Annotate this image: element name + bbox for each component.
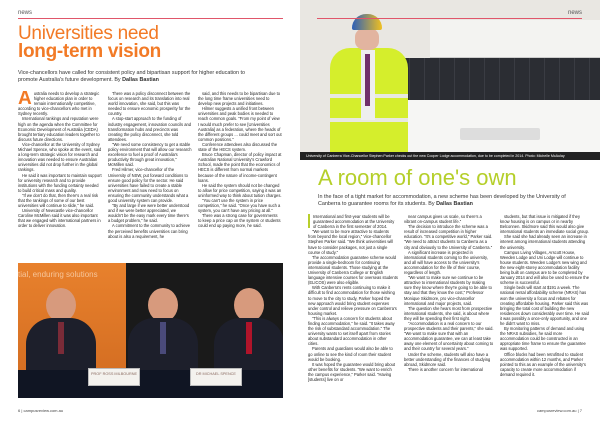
standfirst [18,70,258,84]
headline: A room of one's own [318,165,517,190]
paragraph: It was hoped the guarantee would bring about other benefits for students. "We want to enrich the campus experience," Parker said. "Having [students] live on or [308,361,396,382]
headline-line1: Universities need [18,23,159,44]
byline: Dallas Bastian [436,201,473,207]
nameplate: PROF ROSS MILBOURNE [88,368,140,386]
paragraph: Campus Living Villages, Arscott House, Weeden Lodge and Uni Lodge will continue to house students. Weeden Lodge's new wing and the new eight-storey accommodation facility being built on campus are to be completed by January 2014 and will also be used to ensure the scheme is successful. [500,249,589,286]
byline: Dallas Bastian [122,77,159,83]
kitchen-bench [400,100,600,152]
panel-table [18,370,283,398]
page-footer: campusreview.com.au | 7 [536,408,582,413]
panel-photo [18,263,283,398]
column-3 [500,214,590,402]
paragraph: "Accommodation is a real concern to our prospective students and their parents," she said. "We want to make sure that with an accommodation guarantee, we can at least take away one element of uncertainty about coming to and their country for several years." [404,320,494,352]
paragraph: students, but that issue is mitigated if they know housing is on campus or in nearby Belconnen. Skidmore said this would also give international students an immediate social group. [500,214,589,235]
drop-bar [308,214,310,228]
standfirst-text: In the face of a tight market for accommodation, a new scheme has been developed by the University of Canberra to guarantee rooms for its students. By [318,194,566,207]
paragraph: A commitment to the community to achieve the perceived benefits universities can bring about is also a requirement, he [108,223,191,239]
paragraph: near campus gives us scale, so there's a vibrant on-campus student life." [404,214,482,225]
paragraph: Bruce Chapman, director of policy impact at Australian National University's Crawford School, made the point that the economics of HECS is different from normal markets because of the nature of income-contingent loans. [198,152,282,183]
photo-caption: University of Canberra Vice-Chancellor Stephen Parker checks out the new Cooper Lodge accommodation, due to be completed in 2014. Photo: Michelle McAulay [300,152,600,160]
paragraph: He said it was important to maintain support for university research and to provide institutions with the funding certainty needed to build critical mass and quality. [18,172,102,193]
banner-slogan: tial, enduring solutions [18,270,98,279]
paragraph: "This is always a concern for students about finding accommodation," he said. "It takes away the risk of substandard accommodation." The university wants to set itself apart from stories about substandard accommodation in other cities. [308,315,395,347]
right-page [300,0,600,424]
paragraph: Fred Hilmer, vice-chancellor of the University of NSW, put forward conditions to ensure good policy for the sector. He said universities have failed to create a stable environment and now need to focus on ensuring the community understands what a good university system can provide. [108,167,189,203]
nameplate: DR MICHAEL SPENCE [190,368,242,386]
column-2 [108,91,192,261]
paragraph: International and first-year students will be guaranteed accommodation at the University of Canberra in the first semester of 2014. [313,214,395,230]
paragraph: She said she had already seen an increase in interest among international students attending the university. [500,234,587,250]
paragraph: "We want to be more attractive to students from beyond the local region," Vice-chancellor Stephen Parker said. "We think universities will have to consider packages, not just a single course of study." [308,229,394,255]
column-1 [308,214,398,402]
section-label: news [18,10,33,16]
page-footer: 6 | campusreview.com.au [18,408,64,413]
paragraph: He said the system should not be changed to allow for price competition, saying it was an uninformed way to think about tuition charges. [198,182,282,198]
panelist-1 [26,288,96,378]
paragraph: A stop-start approach to the funding of industry engagement, innovation councils and transformation hubs and precincts was creating the policy disconnect, she told attendees. [108,116,192,142]
article-columns [308,214,590,402]
paragraph: "If we don't do that, then there's a real risk that the rankings of some of our best universities will continue to slide," he said. [18,192,99,209]
paragraph: International rankings and reputation were high on the agenda when the Committee for Economic Development of Australia (CEDA) brought tertiary education leaders together to discuss future directions. [18,116,100,142]
panelist-2 [128,288,198,378]
column-3 [198,91,282,261]
paragraph: The decision to introduce the scheme was a result of increased competition in higher education. "It's a competitive world," Parker said. "We need to attract students to Canberra as a city and obviously to the University of Canberra." [404,224,493,250]
paragraph: Hilmer suggests a unified front between universities and peak bodies is needed to reach common goals. "From my point of view I would much prefer to see [Universities Australia] as a federation, where the heads of the different groups ... could meet and sort out common positions." [198,106,282,142]
paragraph: "By and large if we were better understood and if we were better appreciated, we wouldn't be the easy mark every time there's a budget problem," he said. [108,203,190,224]
article-columns [18,91,282,261]
paragraph: Office blocks had been retrofitted to student accommodation within 12 months, and Parker pointed to this as an example of the university's capacity to create more accommodation if demand required it. [500,351,586,377]
panelist-3 [214,288,283,378]
paragraph: There was a policy disconnect between the focus on research and its translation into real world innovation, she said, but this was needed to ensure economic prosperity for the country. [108,91,191,117]
drop-cap: A [18,91,32,109]
standfirst-text: Vice-chancellors have called for consistent policy and bipartisan support for higher education to promote Australia's future development. By [18,70,246,83]
paragraph: The question she hears most from prospective international students, she said, is about where they will be spending their first night. [404,305,493,321]
paragraph: A significant increase is projected in international students coming to the university, and all will have access to the university's accommodation for the life of their course, regardless of length. [404,249,488,276]
header-rule [317,18,582,19]
paragraph: The accommodation guarantee scheme would provide a single-bedroom for continuing international students. Those studying at the University of Canberra College or English language intensive courses for overseas students (ELICOS) were also eligible. [308,254,398,286]
kitchen-photo [300,0,600,152]
paragraph: ustralia needs to develop a strategic higher education plan in order to remain internationally competitive, according to vice-chancellors who met in Sydney recently. [18,91,100,117]
header-rule [18,18,283,19]
paragraph: There was a strong case for governments to keep a price cap on the system or students could end up paying more, he said. [198,213,281,229]
headline [18,25,161,61]
paragraph: "We want to make sure we continue to be attractive to international students by making sure they know where they're going to be able to stay and that they know the cost," Professor Monique Skidmore, pro vice-chancellor international and major projects, said. [404,275,492,306]
paragraph: With Canberra's rents continuing to make it difficult to find accommodation for those wishing to move to the city to study, Parker hoped the new approach would bring student expenses under control and relieve pressure on Canberra's housing market. [308,285,397,316]
column-2 [404,214,494,402]
dining-table [460,128,540,140]
paragraph: There is another concern for international [408,366,483,372]
cabinets [430,20,600,58]
paragraph: Parents and guardians would also be able to go online to see the kind of room their student would be booking. [308,346,393,362]
headline-line2: long-term vision [18,41,161,62]
paragraph: Vice-chancellor at the University of Sydney Michael Spence, who spoke at the event, said a long-term strategic vision for research and innovation was needed to ensure Australian universities did not drop further in the global rankings. [18,141,102,173]
paragraph: said, and this needs to be bipartisan due to the long time frame universities need to develop new projects and initiatives. [198,91,281,107]
paragraph: By monitoring patterns of demand and using the NRAS subsidies, he said more accommodation could be constructed in an appropriate time frame to ensure the guarantee was supported. [500,326,586,352]
paragraph: "You can't use the system in price competition," he said. "Once you have such a system, you can't have any pricing at all." [198,197,281,214]
column-1 [18,91,102,261]
section-label: news [567,10,582,16]
paragraph: "We need some consistency to get a stable policy environment that will allow our research excellence to fuel a proof of Australia's productivity through great innovation," McMillen said. [108,141,192,168]
paragraph: Conference attendees also discussed the state of the HECS system. [198,141,278,153]
paragraph: Single beds will start at $191 a week. The national rental affordability scheme (NRAS) has won the university a focus and rebates for creating affordable housing. Parker said this was bringing the total cost of building the new residences down considerably over time. He said it was possibly a once-only opportunity, and one he didn't want to miss. [500,285,589,326]
standfirst [318,194,580,208]
paragraph: University of Newcastle vice-chancellor Caroline McMillen said it was also important that we engaged with international partners in order to deliver innovation. [18,208,101,229]
paragraph: Under the scheme, students will also have a better understanding of the finances of studying abroad, Skidmore said. [404,351,491,367]
person-in-hi-vis [330,14,408,152]
